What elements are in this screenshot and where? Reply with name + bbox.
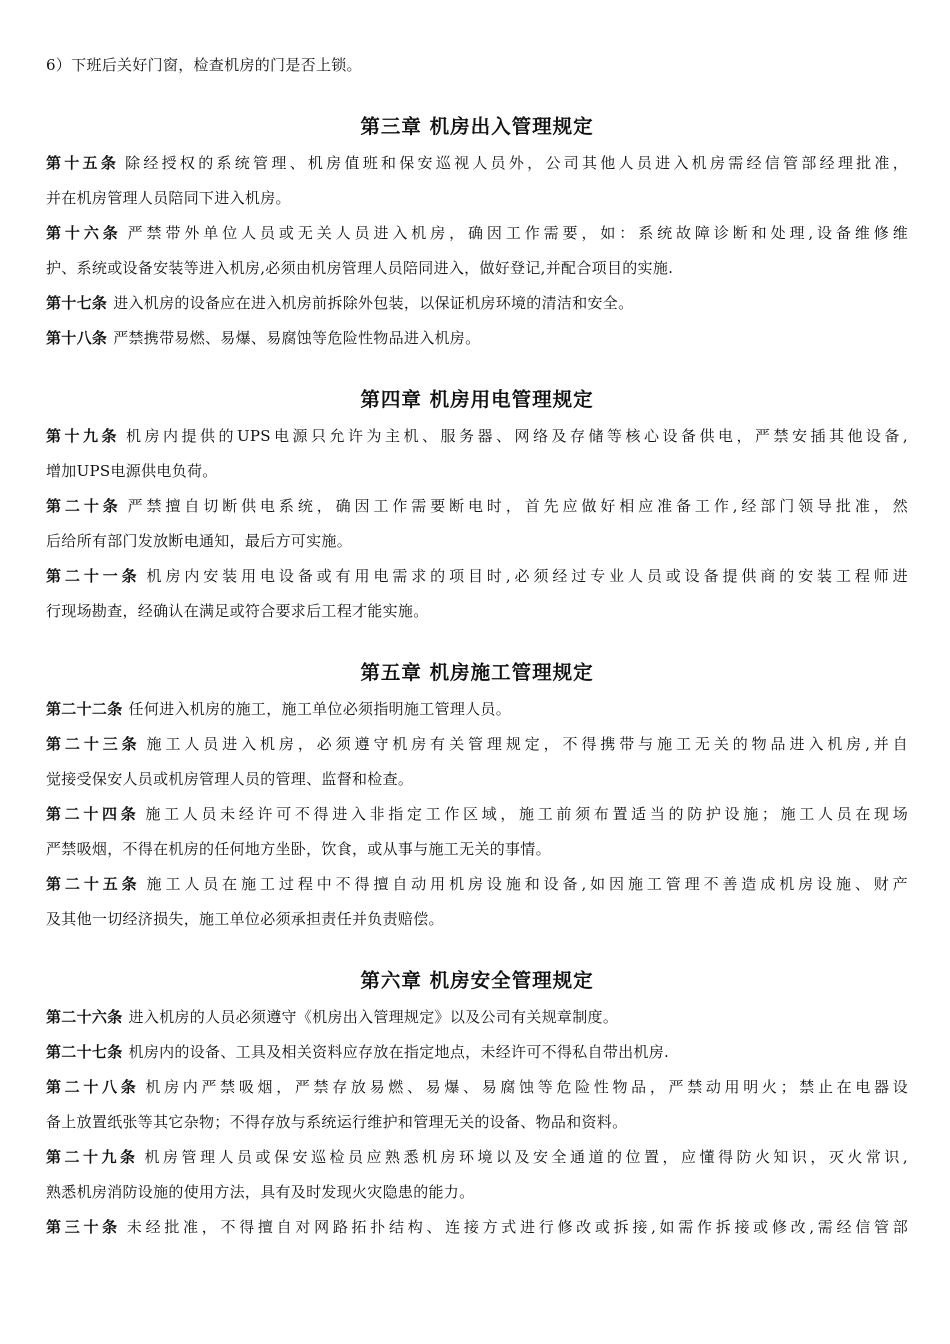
article-17-text: 进入机房的设备应在进入机房前拆除外包装，以保证机房环境的清洁和安全。 <box>113 294 634 312</box>
article-25 <box>46 867 908 902</box>
article-17 <box>46 286 908 321</box>
article-21-text-line1: 机房内安装用电设备或有用电需求的项目时,必须经过专业人员或设备提供商的安装工程师进 <box>146 567 908 585</box>
article-27-text: 机房内的设备、工具及相关资料应存放在指定地点，未经许可不得私自带出机房. <box>128 1043 670 1061</box>
article-20 <box>46 489 908 524</box>
article-15-label: 第十五条 <box>46 154 120 172</box>
article-26 <box>46 1000 908 1035</box>
article-21-text-line2: 行现场勘查，经确认在满足或符合要求后工程才能实施。 <box>46 602 429 620</box>
intro-item-6: 6）下班后关好门窗，检查机房的门是否上锁。 <box>46 56 362 74</box>
article-18 <box>46 321 908 356</box>
article-30-text-line1: 未经批准，不得擅自对网路拓扑结构、连接方式进行修改或拆接,如需作拆接或修改,需经信管部 <box>126 1218 908 1236</box>
article-18-text: 严禁携带易燃、易爆、易腐蚀等危险性物品进入机房。 <box>113 329 481 347</box>
article-30-label: 第三十条 <box>46 1218 121 1236</box>
article-28-label: 第二十八条 <box>46 1078 140 1096</box>
article-22-text: 任何进入机房的施工，施工单位必须指明施工管理人员。 <box>128 700 512 718</box>
article-28-text-line1: 机房内严禁吸烟，严禁存放易燃、易爆、易腐蚀等危险性物品，严禁动用明火；禁止在电器设 <box>145 1078 908 1096</box>
article-15-text-line1: 除经授权的系统管理、机房值班和保安巡视人员外，公司其他人员进入机房需经信管部经理批准， <box>125 154 909 172</box>
article-24-text-line2: 严禁吸烟，不得在机房的任何地方坐卧，饮食，或从事与施工无关的事情。 <box>46 840 551 858</box>
article-23-text-line1: 施工人员进入机房，必须遵守机房有关管理规定，不得携带与施工无关的物品进入机房,并自 <box>146 735 908 753</box>
article-17-label: 第十七条 <box>46 294 108 312</box>
article-16 <box>46 216 908 251</box>
article-19-text-line2: 增加UPS电源供电负荷。 <box>46 462 218 480</box>
chapter-4-heading: 第四章 机房用电管理规定 <box>360 388 594 411</box>
article-26-text: 进入机房的人员必须遵守《机房出入管理规定》以及公司有关规章制度。 <box>128 1008 619 1026</box>
article-24 <box>46 797 908 832</box>
article-29-text-line2: 熟悉机房消防设施的使用方法，具有及时发现火灾隐患的能力。 <box>46 1183 475 1201</box>
article-16-text-line1: 严禁带外单位人员或无关人员进入机房，确因工作需要，如：系统故障诊断和处理,设备维修维 <box>127 224 908 242</box>
article-23-label: 第二十三条 <box>46 735 141 753</box>
article-19 <box>46 419 908 454</box>
article-24-text-line1: 施工人员未经许可不得进入非指定工作区域，施工前须布置适当的防护设施；施工人员在现场 <box>145 805 908 823</box>
article-29-label: 第二十九条 <box>46 1148 139 1166</box>
article-16-text-line2: 护、系统或设备安装等进入机房,必须由机房管理人员陪同进入，做好登记,并配合项目的实施. <box>46 259 674 277</box>
article-25-text-line2: 及其他一切经济损失，施工单位必须承担责任并负责赔偿。 <box>46 910 444 928</box>
chapter-6-heading: 第六章 机房安全管理规定 <box>360 969 594 992</box>
article-25-text-line1: 施工人员在施工过程中不得擅自动用机房设施和设备,如因施工管理不善造成机房设施、财产 <box>146 875 908 893</box>
chapter-3-heading: 第三章 机房出入管理规定 <box>360 115 594 138</box>
chapter-5-heading: 第五章 机房施工管理规定 <box>360 661 594 684</box>
article-27-label: 第二十七条 <box>46 1043 123 1061</box>
article-15-text-line2: 并在机房管理人员陪同下进入机房。 <box>46 189 291 207</box>
article-24-label: 第二十四条 <box>46 805 140 823</box>
article-23 <box>46 727 908 762</box>
article-20-label: 第二十条 <box>46 497 122 515</box>
article-28 <box>46 1070 908 1105</box>
article-19-text-line1: 机房内提供的UPS电源只允许为主机、服务器、网络及存储等核心设备供电，严禁安插其他设备, <box>125 427 908 445</box>
article-27 <box>46 1035 908 1070</box>
article-23-text-line2: 觉接受保安人员或机房管理人员的管理、监督和检查。 <box>46 770 414 788</box>
article-30 <box>46 1210 908 1245</box>
article-16-label: 第十六条 <box>46 224 122 242</box>
article-20-text-line1: 严禁擅自切断供电系统，确因工作需要断电时，首先应做好相应准备工作,经部门领导批准，然 <box>127 497 908 515</box>
article-19-label: 第十九条 <box>46 427 120 445</box>
article-29-text-line1: 机房管理人员或保安巡检员应熟悉机房环境以及安全通道的位置，应懂得防火知识，灭火常识, <box>144 1148 908 1166</box>
article-22-label: 第二十二条 <box>46 700 123 718</box>
article-21 <box>46 559 908 594</box>
article-21-label: 第二十一条 <box>46 567 141 585</box>
article-22 <box>46 692 908 727</box>
article-29 <box>46 1140 908 1175</box>
article-18-label: 第十八条 <box>46 329 108 347</box>
article-20-text-line2: 后给所有部门发放断电通知，最后方可实施。 <box>46 532 353 550</box>
document-page <box>46 48 908 1245</box>
article-28-text-line2: 备上放置纸张等其它杂物；不得存放与系统运行维护和管理无关的设备、物品和资料。 <box>46 1113 628 1131</box>
article-26-label: 第二十六条 <box>46 1008 123 1026</box>
article-15 <box>46 146 908 181</box>
article-25-label: 第二十五条 <box>46 875 141 893</box>
